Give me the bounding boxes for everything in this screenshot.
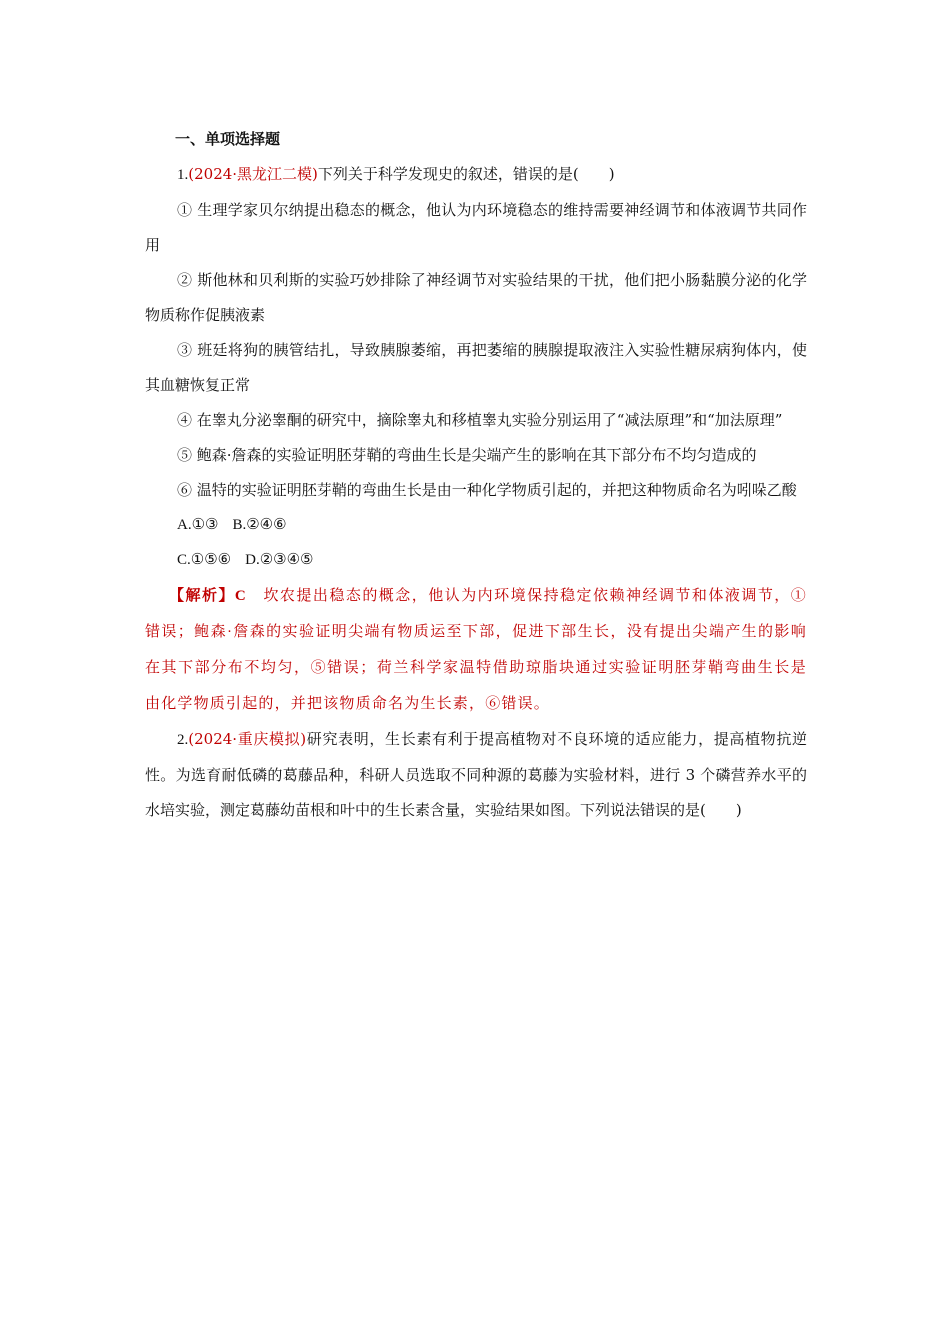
section-heading: 一、单项选择题 [175,130,281,148]
question-1-item-4: ④ 在睾丸分泌睾酮的研究中，摘除睾丸和移植睾丸实验分别运用了“减法原理”和“加法原理” [177,411,783,429]
question-1-item-3: ③ 班廷将狗的胰管结扎，导致胰腺萎缩，再把萎缩的胰腺提取液注入实验性糖尿病狗体内，使其血糖恢复正常 [145,341,807,394]
answer-explanation: 坎农提出稳态的概念，他认为内环境保持稳定依赖神经调节和体液调节，①错误；鲍森·詹森的实验证明尖端有物质运至下部，促进下部生长，没有提出尖端产生的影响在其下部分布不均匀，⑤错误；荷兰科学家温特借助琼脂块通过实验证明胚芽鞘弯曲生长是由化学物质引起的，并把该物质命名为生长素，⑥错误。 [145,588,807,712]
answer-letter: C [234,588,247,604]
question-1-source: (2024·黑龙江二模) [188,165,318,183]
question-1-item-1: ① 生理学家贝尔纳提出稳态的概念，他认为内环境稳态的维持需要神经调节和体液调节共同作用 [145,201,807,254]
option-c: C.①⑤⑥ [177,552,232,568]
question-1-item-5: ⑤ 鲍森·詹森的实验证明胚芽鞘的弯曲生长是尖端产生的影响在其下部分布不均匀造成的 [177,446,757,464]
option-b: B.②④⑥ [232,517,287,533]
question-1-item-6: ⑥ 温特的实验证明胚芽鞘的弯曲生长是由一种化学物质引起的，并把这种物质命名为吲哚乙酸 [177,481,797,499]
question-1-options-row-2 [145,543,807,578]
answer-tag: 【解析】 [169,588,235,604]
question-2-source: (2024·重庆模拟) [188,730,307,748]
option-d: D.②③④⑤ [245,552,314,568]
option-a: A.①③ [177,517,219,533]
question-1-answer [145,578,807,722]
question-2-text: 研究表明，生长素有利于提高植物对不良环境的适应能力，提高植物抗逆性。为选育耐低磷的葛藤品种，科研人员选取不同种源的葛藤为实验材料，进行 3 个磷营养水平的水培实验，测定葛藤幼苗根和叶中的生长素含量，实验结果如图。下列说法错误的是( ) [145,730,807,819]
question-2-number: 2. [177,732,189,748]
question-1-item-2: ② 斯他林和贝利斯的实验巧妙排除了神经调节对实验结果的干扰，他们把小肠黏膜分泌的化学物质称作促胰液素 [145,271,807,324]
question-1-text: 下列关于科学发现史的叙述，错误的是( ) [317,165,615,183]
question-1-number: 1. [177,167,189,183]
question-1-options-row-1 [145,508,807,543]
question-2-stem [145,722,807,828]
question-1-stem [145,157,807,193]
document-content [145,122,807,828]
